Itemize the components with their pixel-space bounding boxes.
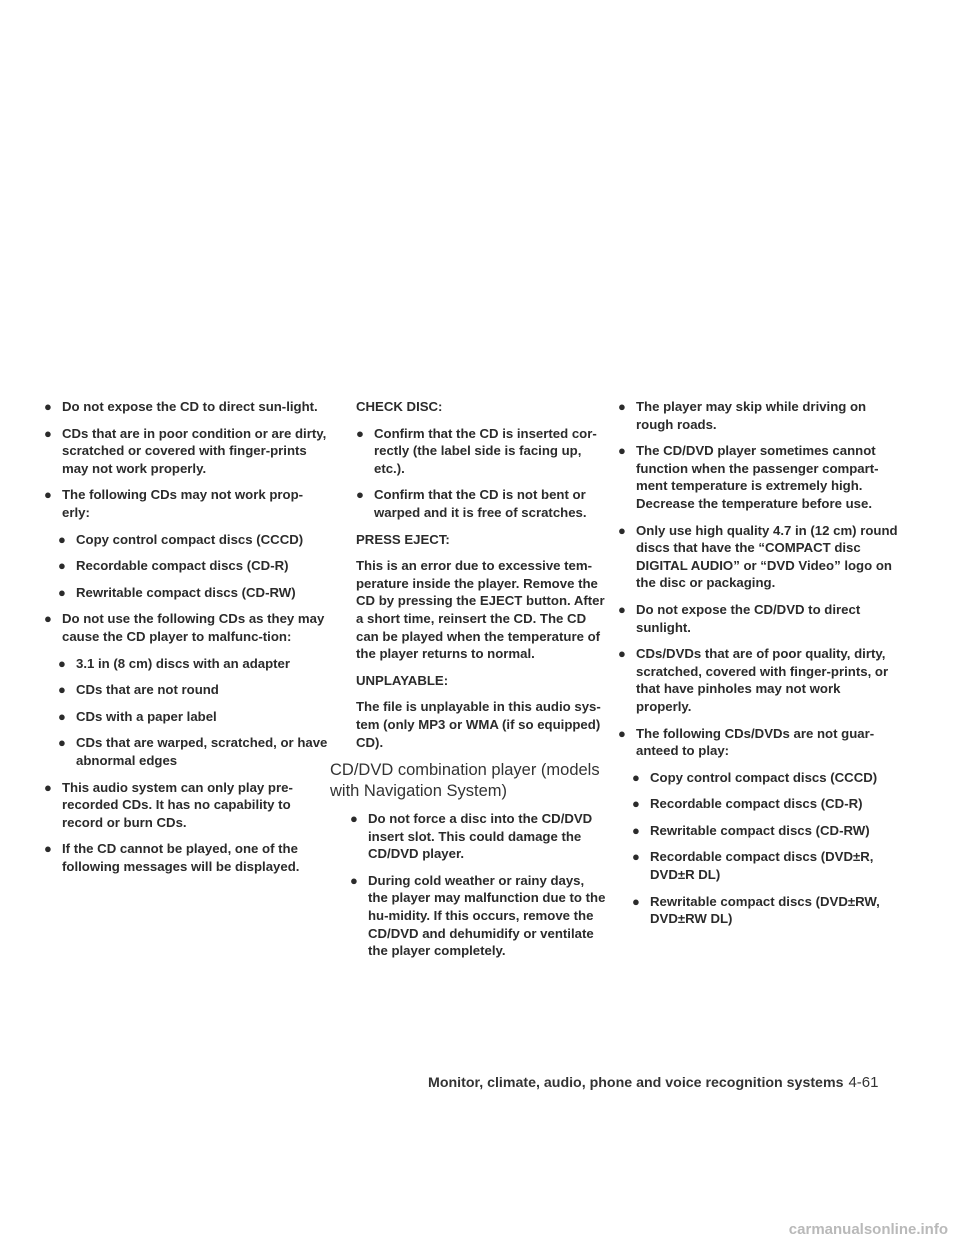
list-item: ● The CD/DVD player sometimes cannot function when the passenger compart-ment temperature is extremely high. Decrease the temperature before use. (618, 443, 879, 511)
list-item: ● If the CD cannot be played, one of the following messages will be displayed. (44, 841, 300, 874)
column-right (618, 398, 899, 937)
list-item: ● The following CDs/DVDs are not guar-anteed to play: (618, 725, 875, 759)
page-footer (428, 1074, 908, 1091)
press-eject-heading: PRESS EJECT: (356, 531, 450, 547)
sub-list-item: ● Copy control compact discs (CCCD) (58, 531, 304, 547)
list-item: ● The following CDs may not work prop-erly: (44, 487, 304, 520)
bullet-icon: ● (618, 646, 626, 662)
bullet-icon: ● (44, 399, 52, 414)
bullet-icon: ● (44, 779, 52, 795)
sub-list-item: ● Rewritable compact discs (CD-RW) (632, 822, 870, 838)
bullet-icon: ● (58, 531, 66, 547)
list-item: ● Do not use the following CDs as they may cause the CD player to malfunc-tion: (44, 611, 325, 644)
bullet-icon: ● (58, 735, 66, 751)
footer-section-title: Monitor, climate, audio, phone and voice recognition systems (428, 1075, 844, 1091)
unplayable-heading: UNPLAYABLE: (356, 672, 449, 688)
sub-list-item: ● Recordable compact discs (CD-R) (632, 796, 863, 812)
bullet-icon: ● (356, 425, 364, 441)
bullet-icon: ● (44, 841, 52, 857)
list-item: ● Do not expose the CD/DVD to direct sunlight. (618, 601, 861, 635)
press-eject-text: This is an error due to excessive tem-perature inside the player. Remove the CD by pressing the EJECT button. After a short time, reinsert the CD. The CD can be played when the temperature of the player returns to normal. (356, 558, 605, 662)
bullet-icon: ● (350, 872, 358, 888)
bullet-icon: ● (632, 849, 640, 865)
column-left (44, 398, 328, 884)
sub-list-item: ● Rewritable compact discs (DVD±RW, DVD±RW DL) (632, 893, 880, 927)
bullet-icon: ● (58, 708, 66, 724)
bullet-icon: ● (618, 443, 626, 459)
sub-list-item: ● CDs that are warped, scratched, or have abnormal edges (58, 735, 328, 768)
column-middle (330, 398, 606, 969)
bullet-icon: ● (618, 522, 626, 538)
section-list (340, 810, 606, 960)
check-disc-heading: CHECK DISC: (356, 399, 443, 414)
bullet-icon: ● (44, 611, 52, 627)
bullet-icon: ● (44, 425, 52, 441)
sub-list-item: ● Copy control compact discs (CCCD) (632, 769, 878, 785)
bullet-icon: ● (632, 822, 640, 838)
bullet-icon: ● (618, 399, 626, 414)
bullet-icon: ● (632, 796, 640, 812)
list-item: ● This audio system can only play pre-recorded CDs. It has no capability to record or burn CDs. (44, 779, 293, 830)
bullet-icon: ● (58, 655, 66, 671)
list-item: ● CDs/DVDs that are of poor quality, dirty, scratched, covered with finger-prints, or that have pinholes may not work properly. (618, 646, 889, 714)
bullet-icon: ● (632, 769, 640, 785)
list-item: ● Confirm that the CD is not bent or warped and it is free of scratches. (356, 487, 587, 520)
watermark: carmanualsonline.info (788, 1221, 948, 1238)
sub-list-item: ● Recordable compact discs (DVD±R, DVD±R DL) (632, 849, 874, 883)
list-item: ● Do not expose the CD to direct sun-light. (44, 399, 318, 414)
section-title: CD/DVD combination player (models with Navigation System) (330, 761, 600, 801)
bullet-icon: ● (58, 558, 66, 574)
bullet-icon: ● (618, 725, 626, 741)
bullet-icon: ● (632, 893, 640, 909)
list-item: ● Do not force a disc into the CD/DVD insert slot. This could damage the CD/DVD player. (350, 811, 593, 862)
list-item: ● During cold weather or rainy days, the player may malfunction due to the hu-midity. If this occurs, remove the CD/DVD and dehumidify or ventilate the player completely. (350, 872, 606, 959)
list-item: ● The player may skip while driving on rough roads. (618, 399, 867, 432)
sub-list-item: ● Recordable compact discs (CD-R) (58, 558, 289, 574)
sub-list-item: ● CDs that are not round (58, 682, 219, 698)
bullet-icon: ● (58, 682, 66, 698)
sub-list-item: ● 3.1 in (8 cm) discs with an adapter (58, 655, 290, 671)
bullet-icon: ● (44, 487, 52, 503)
unplayable-text: The file is unplayable in this audio sys-tem (only MP3 or WMA (if so equipped) CD). (356, 699, 601, 750)
list-item: ● CDs that are in poor condition or are dirty, scratched or covered with finger-prints may not work properly. (44, 425, 327, 476)
sub-list-item: ● CDs with a paper label (58, 708, 217, 724)
bullet-icon: ● (356, 487, 364, 503)
sub-list-item: ● Rewritable compact discs (CD-RW) (58, 584, 296, 600)
bullet-icon: ● (618, 601, 626, 617)
page-number: 4-61 (848, 1074, 879, 1091)
bullet-icon: ● (350, 811, 358, 827)
list-item: ● Only use high quality 4.7 in (12 cm) round discs that have the “COMPACT disc DIGITAL AUDIO” or “DVD Video” logo on the disc or packaging. (618, 522, 898, 591)
bullet-icon: ● (58, 584, 66, 600)
list-item: ● Confirm that the CD is inserted cor-rectly (the label side is facing up, etc.). (356, 425, 597, 476)
